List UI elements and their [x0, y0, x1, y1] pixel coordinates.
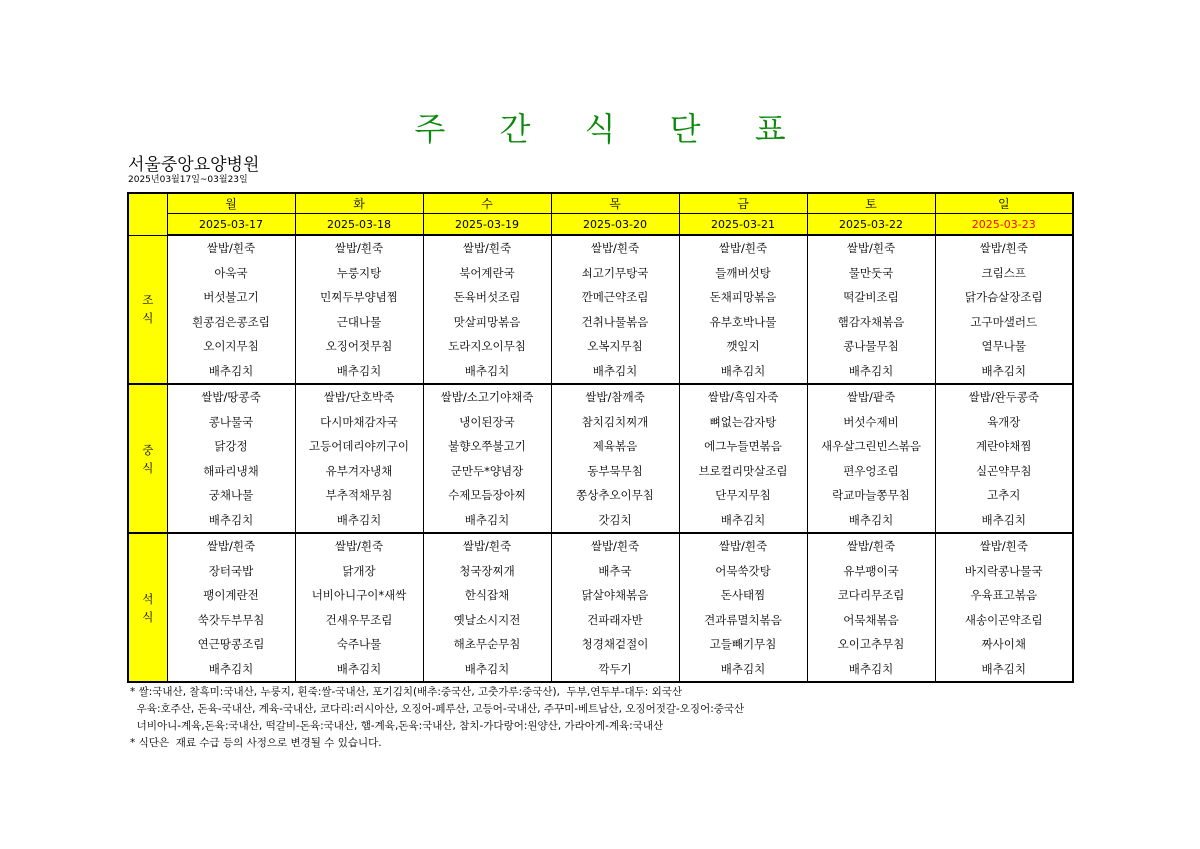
menu-item: 오이지무침: [167, 334, 295, 359]
day-date-header: 2025-03-22: [807, 214, 935, 236]
menu-item: 팽이계란전: [167, 583, 295, 608]
menu-item: 배추김치: [679, 508, 807, 534]
meal-label: 조 식: [128, 235, 167, 384]
menu-item: 근대나물: [295, 310, 423, 335]
menu-item: 쌀밥/완두콩죽: [935, 384, 1073, 410]
menu-item: 쌀밥/흰죽: [679, 235, 807, 261]
meal-label: 석 식: [128, 533, 167, 682]
weekly-menu-table: [127, 192, 1074, 683]
menu-item: 해파리냉채: [167, 459, 295, 484]
menu-item: 배추국: [551, 559, 679, 584]
menu-item: 건새우무조림: [295, 608, 423, 633]
menu-item: 고등어데리야끼구이: [295, 434, 423, 459]
menu-item: 쌀밥/소고기야채죽: [423, 384, 551, 410]
header-corner: [128, 193, 167, 235]
menu-item: 콩나물무침: [807, 334, 935, 359]
menu-item: 단무지무침: [679, 483, 807, 508]
menu-item: 쫑상추오이무침: [551, 483, 679, 508]
menu-item: 배추김치: [295, 359, 423, 385]
menu-item: 청국장찌개: [423, 559, 551, 584]
day-name-header: 목: [551, 193, 679, 214]
menu-item: 쌀밥/흰죽: [167, 533, 295, 559]
menu-item: 고들빼기무침: [679, 632, 807, 657]
menu-item: 뼈없는감자탕: [679, 410, 807, 435]
menu-item: 민찌두부양념찜: [295, 285, 423, 310]
menu-item: 쌀밥/땅콩죽: [167, 384, 295, 410]
menu-item: 동부묵무침: [551, 459, 679, 484]
menu-item: 배추김치: [679, 657, 807, 683]
menu-item: 닭가슴살장조림: [935, 285, 1073, 310]
menu-item: 북어계란국: [423, 261, 551, 286]
menu-item: 부추적채무침: [295, 483, 423, 508]
meal-label: 중 식: [128, 384, 167, 533]
menu-item: 유부호박나물: [679, 310, 807, 335]
menu-item: 배추김치: [295, 657, 423, 683]
menu-item: 견과류멸치볶음: [679, 608, 807, 633]
menu-item: 열무나물: [935, 334, 1073, 359]
menu-item: 배추김치: [807, 359, 935, 385]
menu-item: 계란야채찜: [935, 434, 1073, 459]
hospital-name: 서울중앙요양병원: [128, 155, 260, 175]
menu-item: 락교마늘쫑무침: [807, 483, 935, 508]
menu-item: 배추김치: [935, 657, 1073, 683]
menu-item: 제육볶음: [551, 434, 679, 459]
menu-item: 육개장: [935, 410, 1073, 435]
menu-item: 쌀밥/흰죽: [935, 235, 1073, 261]
note-line: * 식단은 재료 수급 등의 사정으로 변경될 수 있습니다.: [130, 737, 382, 749]
menu-item: 돈육버섯조림: [423, 285, 551, 310]
day-name-header: 일: [935, 193, 1073, 214]
menu-item: 장터국밥: [167, 559, 295, 584]
menu-item: 쌀밥/흰죽: [167, 235, 295, 261]
notes: [130, 684, 744, 752]
day-name-header: 토: [807, 193, 935, 214]
note-line: 우육:호주산, 돈육-국내산, 계육-국내산, 코다리:러시아산, 오징어-페루산, 고등어-국내산, 주꾸미-베트남산, 오징어젓갈-오징어:중국산: [130, 703, 745, 715]
menu-item: 배추김치: [807, 508, 935, 534]
menu-item: 불향오쭈불고기: [423, 434, 551, 459]
menu-item: 닭강정: [167, 434, 295, 459]
menu-item: 떡갈비조림: [807, 285, 935, 310]
menu-item: 참치김치찌개: [551, 410, 679, 435]
menu-item: 코다리무조림: [807, 583, 935, 608]
menu-item: 한식잡채: [423, 583, 551, 608]
day-date-header: 2025-03-18: [295, 214, 423, 236]
menu-item: 쌀밥/흰죽: [551, 533, 679, 559]
menu-item: 들깨버섯탕: [679, 261, 807, 286]
menu-item: 배추김치: [167, 359, 295, 385]
menu-item: 우육표고볶음: [935, 583, 1073, 608]
menu-item: 배추김치: [295, 508, 423, 534]
menu-item: 건파래자반: [551, 608, 679, 633]
menu-item: 흰콩검은콩조림: [167, 310, 295, 335]
menu-item: 배추김치: [167, 508, 295, 534]
menu-item: 버섯불고기: [167, 285, 295, 310]
menu-item: 콩나물국: [167, 410, 295, 435]
menu-item: 오복지무침: [551, 334, 679, 359]
menu-item: 어묵쑥갓탕: [679, 559, 807, 584]
menu-item: 오이고추무침: [807, 632, 935, 657]
menu-item: 실곤약무침: [935, 459, 1073, 484]
menu-item: 쌀밥/흑임자죽: [679, 384, 807, 410]
menu-item: 쌀밥/흰죽: [295, 235, 423, 261]
menu-item: 새우살그린빈스볶음: [807, 434, 935, 459]
day-date-header: 2025-03-23: [935, 214, 1073, 236]
menu-item: 유부겨자냉채: [295, 459, 423, 484]
menu-item: 깍두기: [551, 657, 679, 683]
menu-item: 닭개장: [295, 559, 423, 584]
menu-item: 배추김치: [551, 359, 679, 385]
menu-item: 쌀밥/흰죽: [807, 235, 935, 261]
menu-item: 깻잎지: [679, 334, 807, 359]
menu-item: 숙주나물: [295, 632, 423, 657]
menu-item: 버섯수제비: [807, 410, 935, 435]
menu-item: 쌀밥/흰죽: [295, 533, 423, 559]
menu-item: 에그누들면볶음: [679, 434, 807, 459]
menu-item: 쌀밥/단호박죽: [295, 384, 423, 410]
day-date-header: 2025-03-21: [679, 214, 807, 236]
menu-item: 배추김치: [679, 359, 807, 385]
menu-item: 배추김치: [423, 359, 551, 385]
menu-item: 크림스프: [935, 261, 1073, 286]
day-date-header: 2025-03-20: [551, 214, 679, 236]
menu-item: 쌀밥/흰죽: [423, 533, 551, 559]
menu-item: 쑥갓두부무침: [167, 608, 295, 633]
menu-item: 닭살야채볶음: [551, 583, 679, 608]
menu-item: 건취나물볶음: [551, 310, 679, 335]
menu-item: 쌀밥/참깨죽: [551, 384, 679, 410]
menu-item: 너비아니구이*새싹: [295, 583, 423, 608]
menu-item: 맛살피망볶음: [423, 310, 551, 335]
menu-item: 배추김치: [423, 657, 551, 683]
menu-item: 돈채피망볶음: [679, 285, 807, 310]
menu-item: 배추김치: [935, 508, 1073, 534]
menu-item: 배추김치: [935, 359, 1073, 385]
menu-item: 해초무순무침: [423, 632, 551, 657]
menu-item: 누룽지탕: [295, 261, 423, 286]
menu-item: 군만두*양념장: [423, 459, 551, 484]
menu-item: 배추김치: [167, 657, 295, 683]
day-date-header: 2025-03-17: [167, 214, 295, 236]
menu-item: 오징어젓무침: [295, 334, 423, 359]
menu-item: 햄감자채볶음: [807, 310, 935, 335]
menu-item: 쌀밥/흰죽: [423, 235, 551, 261]
note-line: * 쌀:국내산, 찰흑미:국내산, 누룽지, 흰죽:쌀-국내산, 포기김치(배추:중국산, 고춧가루:중국산), 두부,연두부-대두: 외국산: [130, 686, 683, 698]
menu-item: 편우엉조림: [807, 459, 935, 484]
menu-item: 돈사태찜: [679, 583, 807, 608]
menu-item: 쌀밥/흰죽: [551, 235, 679, 261]
menu-item: 옛날소시지전: [423, 608, 551, 633]
menu-item: 쌀밥/팥죽: [807, 384, 935, 410]
day-name-header: 금: [679, 193, 807, 214]
menu-item: 유부팽이국: [807, 559, 935, 584]
menu-item: 배추김치: [807, 657, 935, 683]
menu-item: 연근땅콩조림: [167, 632, 295, 657]
menu-item: 깐메근약조림: [551, 285, 679, 310]
menu-period: 2025년03월17일~03월23일: [128, 175, 248, 185]
menu-item: 아욱국: [167, 261, 295, 286]
page-title: 주 간 식 단 표: [414, 110, 808, 148]
menu-item: 갓김치: [551, 508, 679, 534]
menu-item: 도라지오이무침: [423, 334, 551, 359]
day-name-header: 수: [423, 193, 551, 214]
menu-item: 배추김치: [423, 508, 551, 534]
day-name-header: 월: [167, 193, 295, 214]
menu-item: 새송이곤약조림: [935, 608, 1073, 633]
day-date-header: 2025-03-19: [423, 214, 551, 236]
menu-item: 바지락콩나물국: [935, 559, 1073, 584]
menu-item: 짜사이채: [935, 632, 1073, 657]
menu-item: 브로컬리맛살조림: [679, 459, 807, 484]
menu-item: 청경채겉절이: [551, 632, 679, 657]
menu-item: 냉이된장국: [423, 410, 551, 435]
menu-item: 쌀밥/흰죽: [935, 533, 1073, 559]
menu-item: 물만둣국: [807, 261, 935, 286]
menu-item: 다시마채감자국: [295, 410, 423, 435]
menu-item: 수제모듬장아찌: [423, 483, 551, 508]
menu-item: 쌀밥/흰죽: [679, 533, 807, 559]
menu-item: 궁채나물: [167, 483, 295, 508]
menu-item: 고추지: [935, 483, 1073, 508]
note-line: 너비아니-계육,돈육:국내산, 떡갈비-돈육:국내산, 햄-계육,돈육:국내산, 참치-가다랑어:원양산, 가라아게-계육:국내산: [130, 720, 664, 732]
day-name-header: 화: [295, 193, 423, 214]
menu-item: 어묵채볶음: [807, 608, 935, 633]
menu-item: 쌀밥/흰죽: [807, 533, 935, 559]
menu-item: 고구마샐러드: [935, 310, 1073, 335]
menu-item: 쇠고기무탕국: [551, 261, 679, 286]
